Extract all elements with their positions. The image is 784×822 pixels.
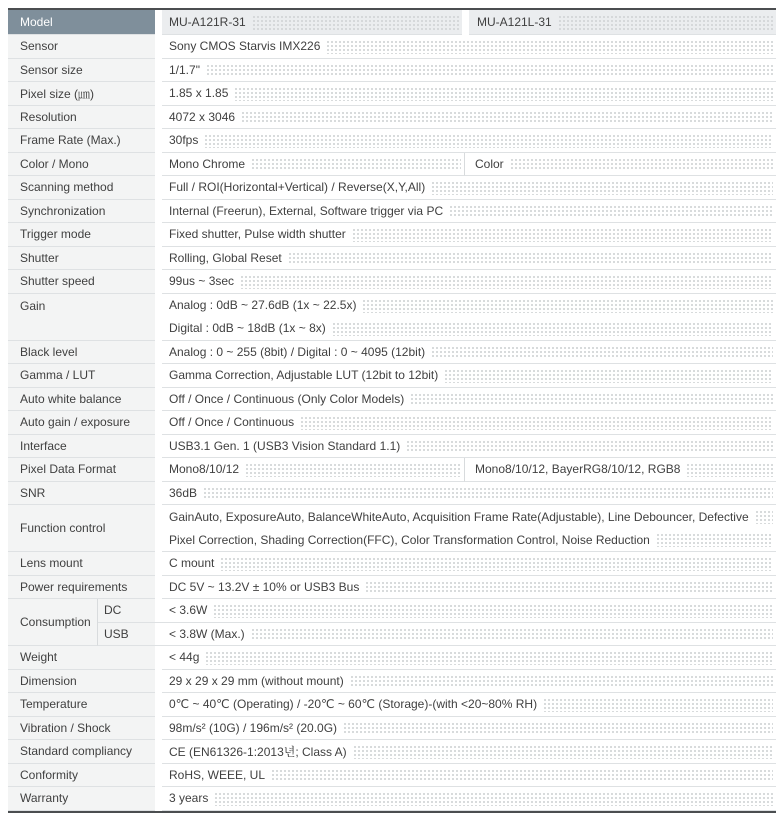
row-value-col1: Mono Chrome <box>169 156 246 171</box>
dot-leader <box>431 345 773 360</box>
row-label-cell <box>8 458 155 482</box>
spec-rows <box>8 35 776 811</box>
row-label-cell <box>8 576 155 600</box>
row-value: Off / Once / Continuous <box>169 415 295 430</box>
row-label: Shutter <box>20 250 59 265</box>
row-value: RoHS, WEEE, UL <box>169 767 266 782</box>
row-value: Off / Once / Continuous (Only Color Models) <box>169 391 405 406</box>
row-label-cell <box>8 670 155 694</box>
row-label: Auto white balance <box>20 391 122 406</box>
row-value: 98m/s² (10G) / 196m/s² (20.0G) <box>169 720 338 735</box>
row-label-cell <box>8 599 97 646</box>
spec-row <box>8 717 776 741</box>
dot-leader <box>214 791 773 806</box>
column-gap <box>155 59 162 83</box>
dot-leader <box>240 274 773 289</box>
row-value-cell <box>162 764 776 788</box>
row-value-cell-col1 <box>162 458 465 482</box>
row-label: Sensor <box>20 39 59 54</box>
dot-leader <box>362 298 773 313</box>
column-gap <box>155 411 162 435</box>
row-value-cell <box>162 646 776 670</box>
column-gap <box>155 10 162 35</box>
column-gap <box>155 82 162 106</box>
spec-row <box>8 341 776 365</box>
row-value-cell <box>162 106 776 130</box>
spec-row <box>8 552 776 576</box>
row-label: Standard compliancy <box>20 744 133 759</box>
row-value-cell <box>162 717 776 741</box>
sub-row-label: DC <box>104 603 122 618</box>
row-label: Trigger mode <box>20 227 91 242</box>
row-value: 3 years <box>169 791 209 806</box>
spec-row <box>8 106 776 130</box>
spec-row <box>8 82 776 106</box>
spec-row <box>8 693 776 717</box>
dot-leader <box>241 110 773 125</box>
row-label-cell <box>8 717 155 741</box>
column-gap <box>155 247 162 271</box>
row-value-cell <box>162 341 776 365</box>
dot-leader <box>251 627 773 642</box>
row-label: Vibration / Shock <box>20 720 111 735</box>
column-gap <box>155 435 162 459</box>
column-gap <box>155 129 162 153</box>
column-gap <box>155 294 162 341</box>
dot-leader <box>365 580 773 595</box>
row-value-cell <box>162 247 776 271</box>
row-label-cell <box>8 505 155 552</box>
row-value: 1.85 x 1.85 <box>169 86 229 101</box>
row-value-cell <box>162 505 776 552</box>
spec-row <box>8 247 776 271</box>
spec-row <box>8 129 776 153</box>
column-gap <box>155 223 162 247</box>
header-col2-cell <box>469 10 776 35</box>
row-value: 29 x 29 x 29 mm (without mount) <box>169 673 344 688</box>
dot-leader <box>510 157 773 172</box>
row-label-cell <box>8 82 155 106</box>
row-label-cell <box>8 411 155 435</box>
row-value-cell <box>162 200 776 224</box>
row-label: Auto gain / exposure <box>20 415 131 430</box>
dot-leader <box>686 462 773 477</box>
sub-row <box>98 599 776 623</box>
row-label-cell <box>8 200 155 224</box>
spec-row <box>8 670 776 694</box>
column-gap <box>155 740 162 764</box>
row-value-cell <box>162 411 776 435</box>
dot-leader <box>353 744 773 759</box>
row-label-cell <box>8 435 155 459</box>
row-value: Sony CMOS Starvis IMX226 <box>169 39 321 54</box>
sub-row <box>98 623 776 646</box>
column-gap <box>155 153 162 177</box>
column-gap <box>155 364 162 388</box>
spec-row <box>8 764 776 788</box>
row-label: Shutter speed <box>20 274 95 289</box>
camera-spec-table <box>8 8 776 813</box>
row-label: Temperature <box>20 697 88 712</box>
row-value-cell <box>162 364 776 388</box>
row-value: < 3.6W <box>169 603 208 618</box>
row-value: < 44g <box>169 650 200 665</box>
row-value-cell <box>162 388 776 412</box>
row-value-cell <box>162 623 776 646</box>
sub-row-label-cell <box>98 599 155 622</box>
spec-row <box>8 35 776 59</box>
row-label-cell <box>8 270 155 294</box>
row-value-cell <box>162 693 776 717</box>
sub-row-label: USB <box>104 626 129 641</box>
column-gap <box>155 787 162 811</box>
sub-row-label-cell <box>98 623 155 646</box>
column-gap <box>155 599 162 622</box>
row-value-cell <box>162 552 776 576</box>
table-header-row <box>8 10 776 35</box>
row-value-cell <box>162 294 776 341</box>
dot-leader <box>755 509 773 524</box>
dot-leader <box>203 486 773 501</box>
spec-row <box>8 294 776 341</box>
row-value: 36dB <box>169 485 198 500</box>
row-label: Consumption <box>20 615 91 629</box>
spec-row <box>8 482 776 506</box>
dot-leader <box>656 532 773 547</box>
column-gap <box>155 505 162 552</box>
row-value-cell <box>162 35 776 59</box>
row-label-cell <box>8 35 155 59</box>
spec-row <box>8 458 776 482</box>
row-value: CE (EN61326-1:2013년; Class A) <box>169 744 347 759</box>
row-label-cell <box>8 153 155 177</box>
row-label: Dimension <box>20 673 77 688</box>
column-gap <box>155 717 162 741</box>
dot-leader <box>410 392 773 407</box>
dot-leader <box>326 39 773 54</box>
column-gap <box>155 106 162 130</box>
row-label: Power requirements <box>20 579 128 594</box>
dot-leader <box>220 556 773 571</box>
spec-row <box>8 270 776 294</box>
row-value-cell <box>162 59 776 83</box>
header-col1-cell <box>162 10 462 35</box>
row-label: Synchronization <box>20 203 106 218</box>
spec-row <box>8 505 776 552</box>
dot-leader <box>288 251 773 266</box>
column-gap <box>155 35 162 59</box>
row-value-cell <box>162 270 776 294</box>
consumption-subtable <box>97 599 776 646</box>
row-label-cell <box>8 129 155 153</box>
row-label: Pixel Data Format <box>20 462 117 477</box>
row-label: Sensor size <box>20 62 83 77</box>
column-gap <box>155 270 162 294</box>
dot-leader <box>444 368 773 383</box>
column-gap <box>155 388 162 412</box>
column-gap <box>462 10 469 35</box>
row-value: 30fps <box>169 133 199 148</box>
column-gap <box>155 341 162 365</box>
dot-leader <box>234 86 773 101</box>
row-label: SNR <box>20 485 46 500</box>
row-label-cell <box>8 176 155 200</box>
row-value: Fixed shutter, Pulse width shutter <box>169 227 346 242</box>
column-gap <box>155 552 162 576</box>
dot-leader <box>213 603 773 618</box>
model-name-col2: MU-A121L-31 <box>477 15 552 29</box>
dot-leader <box>205 650 773 665</box>
spec-row <box>8 388 776 412</box>
row-label-cell <box>8 223 155 247</box>
dot-leader <box>352 227 773 242</box>
row-label-cell <box>8 364 155 388</box>
dot-leader <box>271 768 773 783</box>
row-label-cell <box>8 482 155 506</box>
row-value-cell <box>162 435 776 459</box>
row-value: DC 5V ~ 13.2V ± 10% or USB3 Bus <box>169 579 360 594</box>
spec-row <box>8 153 776 177</box>
header-model-label: Model <box>20 15 53 29</box>
row-value-cell <box>162 576 776 600</box>
spec-row <box>8 364 776 388</box>
row-value-cell-col2 <box>465 458 776 482</box>
row-value-col2: Mono8/10/12, BayerRG8/10/12, RGB8 <box>475 462 681 477</box>
row-value-col1: Mono8/10/12 <box>169 462 240 477</box>
value-line <box>162 505 776 528</box>
column-gap <box>155 670 162 694</box>
row-value-col2: Color <box>475 156 504 171</box>
row-value-cell <box>162 176 776 200</box>
row-value: Full / ROI(Horizontal+Vertical) / Reverse(X,Y,All) <box>169 180 426 195</box>
column-gap <box>155 458 162 482</box>
dot-leader <box>543 697 773 712</box>
row-label: Resolution <box>20 109 77 124</box>
row-value: Analog : 0dB ~ 27.6dB (1x ~ 22.5x) <box>169 298 357 312</box>
value-line <box>162 294 776 317</box>
row-value: USB3.1 Gen. 1 (USB3 Vision Standard 1.1) <box>169 438 401 453</box>
spec-row <box>8 435 776 459</box>
row-label-cell <box>8 740 155 764</box>
row-value-cell <box>162 599 776 622</box>
column-gap <box>155 623 162 646</box>
row-label: Gamma / LUT <box>20 368 96 383</box>
row-label: Lens mount <box>20 556 83 571</box>
row-label-cell <box>8 388 155 412</box>
row-label-cell <box>8 106 155 130</box>
spec-row <box>8 223 776 247</box>
dot-leader <box>350 674 773 689</box>
row-value: Digital : 0dB ~ 18dB (1x ~ 8x) <box>169 321 326 335</box>
spec-row <box>8 59 776 83</box>
row-value: Gamma Correction, Adjustable LUT (12bit to 12bit) <box>169 368 439 383</box>
row-value: GainAuto, ExposureAuto, BalanceWhiteAuto, Acquisition Frame Rate(Adjustable), Line Debouncer, Defective <box>169 509 749 524</box>
column-gap <box>155 646 162 670</box>
row-label-cell <box>8 294 155 341</box>
row-value: 4072 x 3046 <box>169 109 236 124</box>
row-value: C mount <box>169 556 215 571</box>
row-value: 99us ~ 3sec <box>169 274 235 289</box>
spec-row <box>8 646 776 670</box>
row-label: Warranty <box>20 791 69 806</box>
dot-leader <box>558 14 773 30</box>
spec-row <box>8 411 776 435</box>
dot-leader <box>245 462 461 477</box>
value-line <box>162 528 776 551</box>
dot-leader <box>343 721 773 736</box>
row-value: Internal (Freerun), External, Software trigger via PC <box>169 203 444 218</box>
row-value: Rolling, Global Reset <box>169 250 282 265</box>
row-label: Color / Mono <box>20 156 89 171</box>
dot-leader <box>406 439 773 454</box>
row-label: Function control <box>20 521 106 535</box>
model-name-col1: MU-A121R-31 <box>169 15 246 29</box>
dot-leader <box>206 63 773 78</box>
row-value-cell-col1 <box>162 153 465 177</box>
row-value-cell-col2 <box>465 153 776 177</box>
row-label: Gain <box>20 298 46 313</box>
row-label: Interface <box>20 438 67 453</box>
row-label: Conformity <box>20 767 79 782</box>
row-label-cell <box>8 247 155 271</box>
spec-row <box>8 576 776 600</box>
row-label: Pixel size (㎛) <box>20 86 95 101</box>
row-value: Analog : 0 ~ 255 (8bit) / Digital : 0 ~ 4095 (12bit) <box>169 344 426 359</box>
value-line <box>162 317 776 340</box>
row-value: Pixel Correction, Shading Correction(FFC), Color Transformation Control, Noise Reduction <box>169 532 650 547</box>
row-label: Frame Rate (Max.) <box>20 133 121 148</box>
column-gap <box>155 693 162 717</box>
row-value-cell <box>162 129 776 153</box>
row-label-cell <box>8 787 155 811</box>
row-value-cell <box>162 787 776 811</box>
spec-row <box>8 787 776 811</box>
dot-leader <box>204 133 773 148</box>
dot-leader <box>252 14 459 30</box>
row-value-cell <box>162 223 776 247</box>
dot-leader <box>332 321 773 336</box>
header-model-cell <box>8 10 155 35</box>
row-label-cell <box>8 59 155 83</box>
row-label-cell <box>8 552 155 576</box>
row-value-cell <box>162 670 776 694</box>
row-label-cell <box>8 646 155 670</box>
row-label-cell <box>8 341 155 365</box>
column-gap <box>155 482 162 506</box>
row-label: Weight <box>20 650 58 665</box>
spec-row <box>8 599 776 646</box>
dot-leader <box>300 415 773 430</box>
column-gap <box>155 176 162 200</box>
column-gap <box>155 200 162 224</box>
row-value-cell <box>162 482 776 506</box>
spec-row <box>8 200 776 224</box>
row-value: < 3.8W (Max.) <box>169 626 245 641</box>
column-gap <box>155 764 162 788</box>
spec-row <box>8 176 776 200</box>
row-value: 0℃ ~ 40℃ (Operating) / -20℃ ~ 60℃ (Storage)-(with <20~80% RH) <box>169 697 538 712</box>
row-label: Scanning method <box>20 180 114 195</box>
spec-row <box>8 740 776 764</box>
row-label-cell <box>8 764 155 788</box>
dot-leader <box>449 204 773 219</box>
row-label-cell <box>8 693 155 717</box>
row-value-cell <box>162 740 776 764</box>
row-label: Black level <box>20 344 78 359</box>
row-value: 1/1.7" <box>169 62 200 77</box>
dot-leader <box>431 180 773 195</box>
column-gap <box>155 576 162 600</box>
dot-leader <box>251 157 461 172</box>
row-value-cell <box>162 82 776 106</box>
